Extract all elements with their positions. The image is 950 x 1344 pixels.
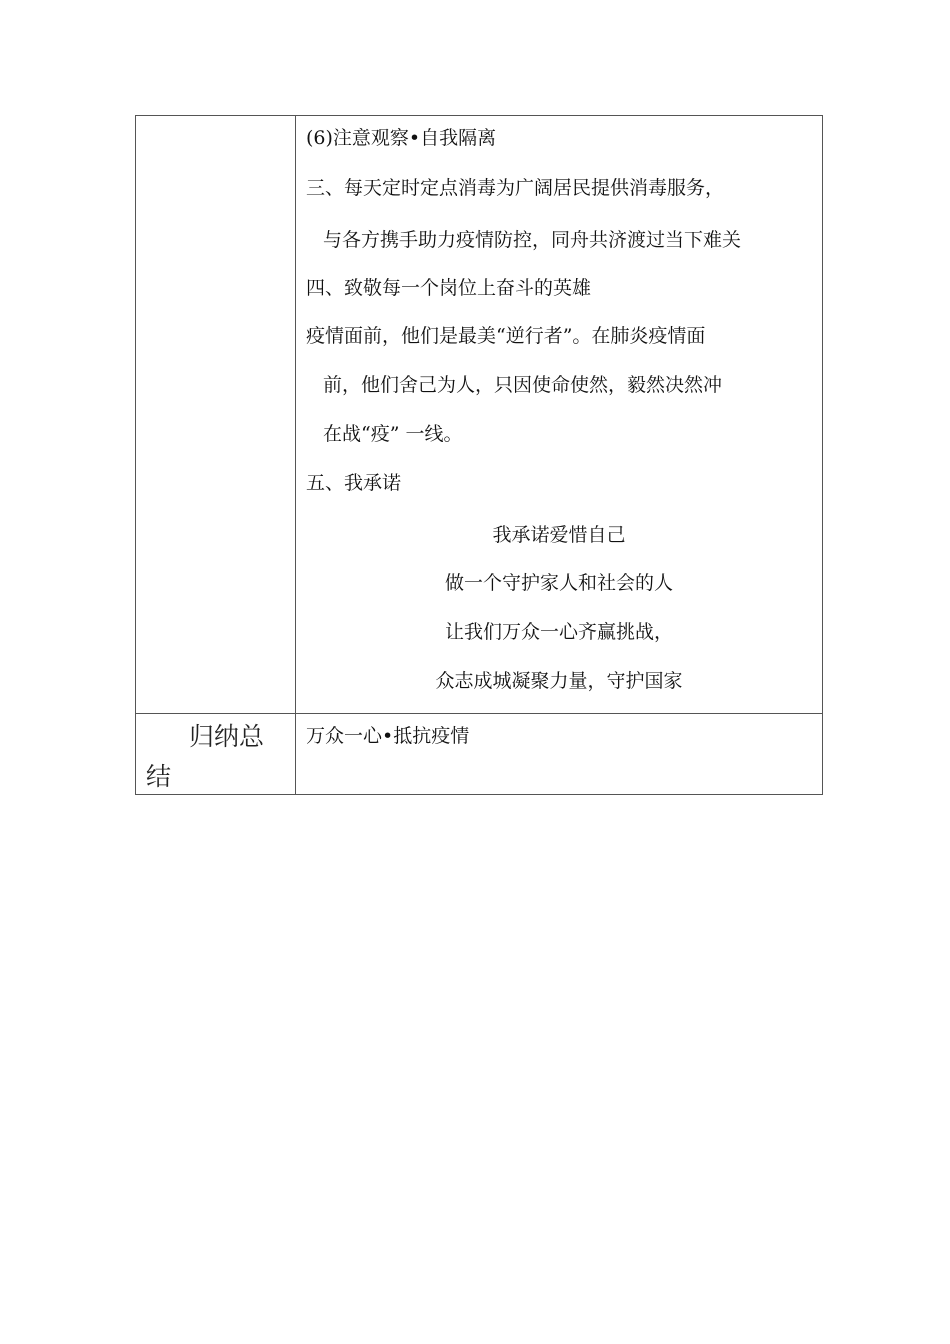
content-table [135,115,823,795]
summary-text-value: 万众一心•抵抗疫情 [306,725,470,747]
summary-label [136,714,295,794]
summary-label-line: 归纳总 [189,722,265,751]
pledge-line: 我承诺爱惜自己 [492,524,626,546]
content-body [296,116,822,713]
paragraph-line: 疫情面前，他们是最美“逆行者”。在肺炎疫情面 [306,325,706,347]
paragraph-line: 与各方携手助力疫情防控，同舟共济渡过当下难关 [323,229,742,251]
summary-label-line: 结 [146,762,172,791]
paragraph-line: 前，他们舍己为人，只因使命使然，毅然决然冲 [323,374,723,396]
pledge-line: 众志成城凝聚力量，守护国家 [435,670,683,692]
summary-text [296,714,822,794]
content-cell [296,116,823,714]
pledge-line: 让我们万众一心齐赢挑战， [444,621,673,643]
table-row [136,714,823,795]
summary-text-cell [296,714,823,795]
section-heading: 五、我承诺 [306,472,402,494]
section-heading: 四、致敬每一个岗位上奋斗的英雄 [306,277,592,299]
label-cell-empty [136,116,296,714]
summary-label-cell [136,714,296,795]
section-heading: 三、每天定时定点消毒为广阔居民提供消毒服务， [306,177,725,199]
paragraph-line: 在战“疫” 一线。 [323,423,463,445]
list-item: (6)注意观察•自我隔离 [306,127,497,149]
pledge-line: 做一个守护家人和社会的人 [444,572,673,594]
table-row [136,116,823,714]
